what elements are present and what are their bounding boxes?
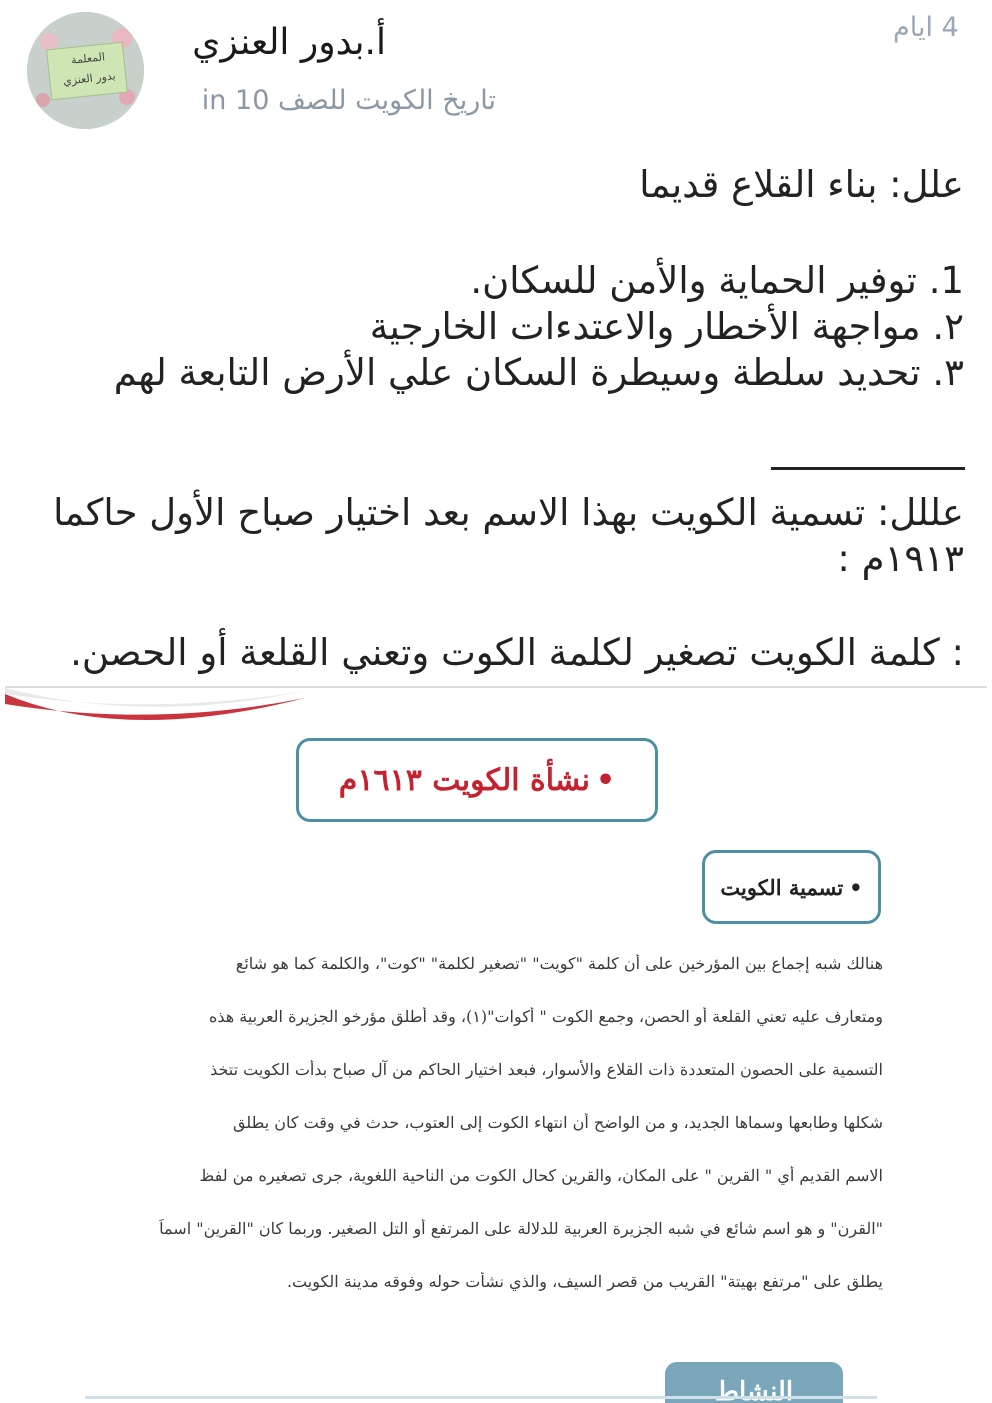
activity-tab: النشاط (665, 1362, 843, 1403)
divider-line (771, 467, 965, 470)
section-title-box (702, 850, 881, 924)
post-time: 4 ايام (893, 12, 959, 43)
kuwait-flag-swoosh-icon (5, 686, 305, 736)
book-bottom-border (85, 1396, 877, 1399)
paragraph-line: "القرن" و هو اسم شائع في شبه الجزيرة العربية للدلالة على المرتفع أو التل الصغير. وربما كان "القرين" اسماً (159, 1219, 883, 1238)
section-title: تسمية الكويت (720, 874, 844, 900)
channel-name[interactable]: تاريخ الكويت للصف 10 in (201, 85, 496, 116)
avatar[interactable] (27, 12, 144, 129)
answer-3: ٣. تحديد سلطة وسيطرة السكان علي الأرض التابعة لهم (113, 351, 964, 394)
avatar-line-1: المعلمة (70, 50, 106, 67)
lesson-title: نشأة الكويت ١٦١٣م (338, 762, 591, 798)
paragraph-line: ومتعارف عليه تعني القلعة أو الحصن، وجمع الكوت " أكوات"(١)، وقد أطلق مؤرخو الجزيرة العربية هذه (208, 1007, 883, 1026)
question-1: علل: بناء القلاع قديما (639, 163, 964, 206)
paragraph-line: يطلق على "مرتفع بهيتة" القريب من قصر السيف، والذي نشأت حوله وفوقه مدينة الكويت. (286, 1272, 883, 1291)
lesson-title-box (296, 738, 658, 822)
question-2-line-1: عللل: تسمية الكويت بهذا الاسم بعد اختيار صباح الأول حاكما (53, 491, 964, 534)
paragraph-line: هنالك شبه إجماع بين المؤرخين على أن كلمة "كويت" "تصغير لكلمة" "كوت"، والكلمة كما هو شائع (235, 954, 883, 973)
paragraph-line: شكلها وطابعها وسماها الجديد، و من الواضح أن انتهاء الكوت إلى العتوب، حدث في وقت كان يطلق (232, 1113, 883, 1132)
title-bullet-icon: • (596, 762, 616, 798)
author-name[interactable]: أ.بدور العنزي (192, 22, 386, 63)
question-2-line-2: ١٩١٣م : (837, 537, 964, 580)
paragraph-line: الاسم القديم أي " القرين " على المكان، والقرين كحال الكوت من الناحية اللغوية، جرى تصغيره من لفظ (199, 1166, 883, 1185)
answer-2: ٢. مواجهة الأخطار والاعتدءات الخارجية (369, 305, 964, 348)
avatar-image (27, 12, 144, 129)
answer-question-2: : كلمة الكويت تصغير لكلمة الكوت وتعني القلعة أو الحصن. (70, 631, 964, 674)
answer-1: 1. توفير الحماية والأمن للسكان. (470, 259, 964, 302)
avatar-line-2: بدور العنزي (62, 69, 117, 88)
paragraph-line: التسمية على الحصون المتعددة ذات القلاع والأسوار، فبعد اختيار الحاكم من آل صباح بدأت الكويت تتخذ (210, 1060, 883, 1079)
textbook-image[interactable] (5, 686, 987, 1403)
subtitle-bullet-icon: • (849, 874, 863, 900)
